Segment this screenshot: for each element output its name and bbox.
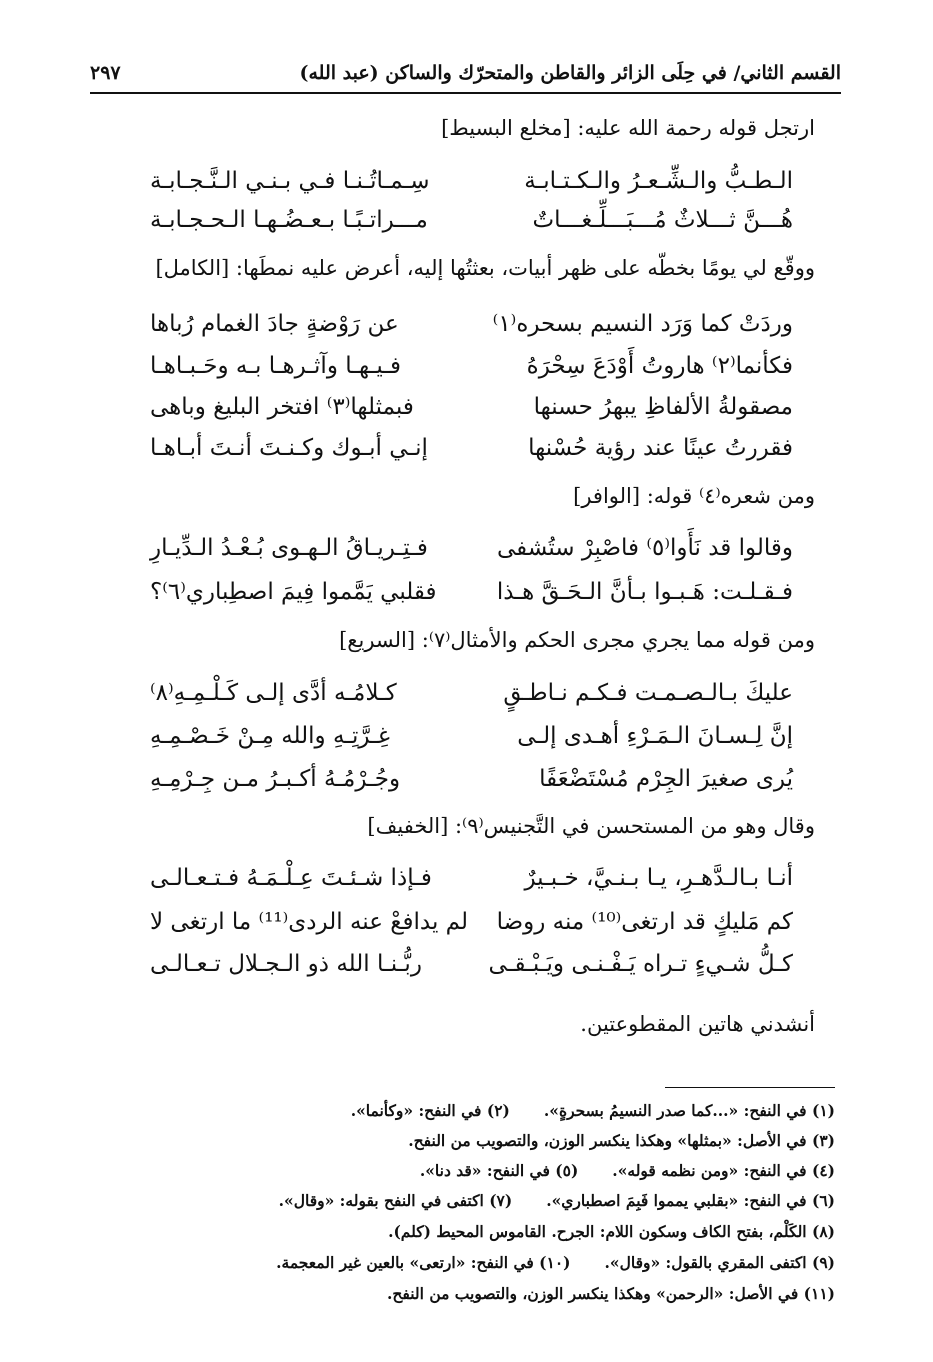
footnote-line: [351, 1101, 835, 1120]
verse-second-hemistich: سِـمـاتُـنـا فـي بـنـي الـنَّـجـابـة: [150, 168, 430, 194]
verse-line: [150, 389, 793, 425]
verse-second-hemistich: فـإذا شـئـتَ عِـلْـمَـهُ فـتـعـالـى: [150, 865, 432, 891]
verse-second-hemistich: إنـي أبـوك وكـنـتَ أنـتَ أبـاهـا: [150, 435, 428, 461]
footnote: (١٠) في النفح: «ارتعى» بالعين غير المعجمة.: [276, 1253, 571, 1272]
verse-line: [150, 530, 793, 566]
prose-line: ومن شعره⁽٤⁾ قوله: [الوافر]: [573, 484, 815, 508]
verse-first-hemistich: الـطـبُّ والـشِّـعـرُ والـكـتـابـة: [524, 168, 793, 194]
verse-second-hemistich: فـيـهـا وآثـرهـا بـه وحَـبـاهـا: [150, 353, 401, 379]
verse-first-hemistich: فـقـلـت: هَـبـوا بـأنَّ الـحَـقَّ هـذا: [496, 579, 793, 605]
verse-second-hemistich: فقلبي يَمَّموا فِيمَ اصطِباري⁽٦⁾؟: [150, 579, 437, 605]
prose-line: ارتجل قوله رحمة الله عليه: [مخلع البسيط]: [441, 116, 815, 140]
footnote: (١) في النفح: «...كما صدر النسيمُ بسحرةٍ».: [543, 1101, 835, 1120]
verse-first-hemistich: كم مَليكٍ قد ارتغى⁽¹⁰⁾ منه روضا: [496, 909, 793, 935]
verse-second-hemistich: مـــراتـبًـا بـعـضُـهـا الـحـجـابـة: [150, 207, 428, 233]
verse-line: [150, 574, 793, 610]
footnote: (٦) في النفح: «بقلبي يمموا فَبِمَ اصطباري».: [546, 1191, 835, 1210]
footnote-line: [420, 1161, 835, 1180]
verse-first-hemistich: وقالوا قد نَأَوا⁽٥⁾ فاصْبِرْ ستُشفى: [497, 535, 793, 561]
verse-line: [150, 860, 793, 896]
verse-first-hemistich: عليكَ بـالـصـمـت فـكـم نـاطـقٍ: [503, 680, 793, 706]
page-number: ٢٩٧: [90, 62, 121, 84]
verse-first-hemistich: هُـــنَّ ثـــلاثٌ مُـــبَـــلِّـغـــاتٌ: [532, 207, 793, 233]
prose-line: ووقّع لي يومًا بخطّه على ظهر أبيات، بعثتُها إليه، أعرض عليه نمطَها: [الكامل]: [155, 256, 815, 280]
prose-line: وقال وهو من المستحسن في التَّجنيس⁽٩⁾: [الخفيف]: [367, 814, 815, 838]
verse-line: [150, 348, 793, 384]
footnote: (٨) الكَلْم، بفتح الكاف وسكون اللام: الجرح. القاموس المحيط (كلم).: [388, 1222, 835, 1241]
prose-line: ومن قوله مما يجري مجرى الحكم والأمثال⁽٧⁾: [السريع]: [339, 628, 815, 652]
footnote: (٥) في النفح: «قد دنا».: [419, 1161, 579, 1180]
footnote: (٣) في الأصل: «بمثلها» وهكذا ينكسر الوزن، والتصويب من النفح.: [408, 1131, 835, 1150]
verse-first-hemistich: أنـا بـالـدَّهـرِ، يـا بـنـيَّ، خـبـيرٌ: [524, 865, 793, 891]
verse-line: [150, 761, 793, 797]
verse-first-hemistich: فكأنما⁽٢⁾ هاروتُ أَوْدَعَ سِحْرَهُ: [526, 353, 793, 379]
verse-first-hemistich: فقررتُ عينًا عند رؤية حُسْنها: [528, 435, 793, 461]
verse-second-hemistich: كـلامُـه أدَّى إلـى كَـلْـمِـهِ⁽٨⁾: [150, 680, 397, 706]
verse-second-hemistich: غِـرَّتِـهِ والله مِـنْ خَـصْـمِـهِ: [150, 723, 390, 749]
footnote-line: [279, 1191, 835, 1210]
verse-first-hemistich: إنَّ لِـسـانَ الـمَـرْءِ أهـدى إلـى: [517, 723, 793, 749]
footnote-line: [276, 1253, 835, 1272]
footnote-line: [408, 1131, 835, 1150]
verse-line: [150, 306, 793, 342]
verse-first-hemistich: مصقولةُ الألفاظِ يبهرُ حسنها: [533, 394, 793, 420]
verse-first-hemistich: وردَتْ كما وَرَد النسيم بسحره⁽١⁾: [492, 311, 793, 337]
verse-line: [150, 904, 793, 940]
footnote: (٩) اكتفى المقري بالقول: «وقال».: [604, 1253, 835, 1272]
footnote: (٧) اكتفى في النفح بقوله: «وقال».: [278, 1191, 513, 1210]
footnote: (٤) في النفح: «ومن نظمه قوله».: [612, 1161, 835, 1180]
running-title: القسم الثاني/ في حِلَى الزائر والقاطن والمتحرّك والساكن (عبد الله): [299, 62, 841, 84]
footnote-divider: [665, 1087, 835, 1088]
verse-line: [150, 430, 793, 466]
verse-first-hemistich: كـلُّ شـيءٍ تـراه يَـفْـنـى ويَـبْـقـى: [488, 951, 793, 977]
verse-second-hemistich: لم يدافعْ عنه الردى⁽¹¹⁾ ما ارتغى لا: [150, 909, 468, 935]
header-divider: [90, 92, 841, 94]
footnote-line: [387, 1284, 835, 1303]
verse-line: [150, 675, 793, 711]
prose-line: أنشدني هاتين المقطوعتين.: [580, 1012, 815, 1036]
verse-second-hemistich: وجُـرْمُـهُ أكـبـرُ مـن جِـرْمِـهِ: [150, 766, 401, 792]
page-header: [90, 58, 841, 88]
footnote: (١١) في الأصل: «الرحمن» وهكذا ينكسر الوزن، والتصويب من النفح.: [386, 1284, 835, 1303]
verse-first-hemistich: يُرى صغيرَ الجِرْم مُسْتَضْعَفًا: [539, 766, 793, 792]
verse-line: [150, 946, 793, 982]
verse-second-hemistich: فبمثلها⁽٣⁾ افتخر البليغ وباهى: [150, 394, 414, 420]
verse-line: [150, 202, 793, 238]
verse-line: [150, 163, 793, 199]
verse-line: [150, 718, 793, 754]
footnote-line: [388, 1222, 835, 1241]
verse-second-hemistich: فـتِـريـاقُ الـهـوى بُـعْـدُ الـدِّيـارِ: [150, 535, 428, 561]
verse-second-hemistich: ربُّـنـا الله ذو الـجـلال تـعـالـى: [150, 951, 422, 977]
verse-second-hemistich: عن رَوْضةٍ جادَ الغمام رُباها: [150, 311, 399, 337]
footnote: (٢) في النفح: «وكأنما».: [350, 1101, 510, 1120]
